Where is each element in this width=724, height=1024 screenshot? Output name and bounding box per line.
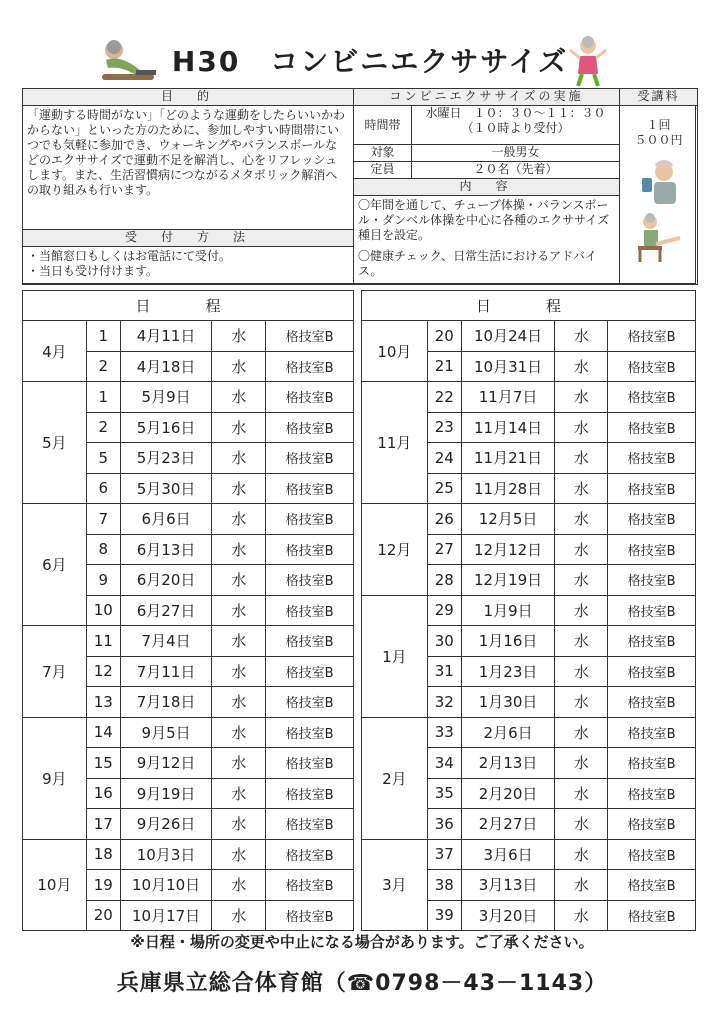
weekday: 水 — [212, 534, 266, 565]
session-number: 22 — [427, 382, 461, 413]
session-number: 31 — [427, 656, 461, 687]
capacity-value: ２０名（先着） — [411, 161, 620, 179]
time-value — [411, 105, 620, 145]
session-number: 36 — [427, 809, 461, 840]
weekday: 水 — [555, 473, 608, 504]
purpose-header: 目 的 — [22, 88, 354, 106]
schedule-row — [362, 717, 696, 748]
session-date: 1月23日 — [461, 656, 555, 687]
weekday: 水 — [555, 900, 608, 931]
schedule-row — [23, 504, 354, 535]
implementation-header: コンビニエクササイズの実施 — [353, 88, 620, 106]
session-date: 9月19日 — [120, 778, 212, 809]
content-body — [353, 195, 620, 285]
room: 格技室B — [608, 504, 696, 535]
room: 格技室B — [266, 504, 354, 535]
room: 格技室B — [608, 443, 696, 474]
session-date: 2月13日 — [461, 748, 555, 779]
room: 格技室B — [608, 748, 696, 779]
weekday: 水 — [212, 839, 266, 870]
session-number: 6 — [86, 473, 120, 504]
session-number: 2 — [86, 351, 120, 382]
weekday: 水 — [555, 504, 608, 535]
session-number: 5 — [86, 443, 120, 474]
page-title: H30 コンビニエクササイズ — [171, 45, 569, 78]
elderly-man-illustration — [634, 158, 684, 208]
weekday: 水 — [212, 687, 266, 718]
room: 格技室B — [266, 748, 354, 779]
session-number: 18 — [86, 839, 120, 870]
session-number: 38 — [427, 870, 461, 901]
room: 格技室B — [608, 565, 696, 596]
time-value-2: （１０時より受付） — [461, 121, 570, 135]
session-number: 19 — [86, 870, 120, 901]
session-number: 10 — [86, 595, 120, 626]
session-date: 12月19日 — [461, 565, 555, 596]
weekday: 水 — [555, 656, 608, 687]
organizer-contact: 兵庫県立総合体育館（☎0798－43－1143） — [116, 971, 608, 996]
schedule-row — [23, 626, 354, 657]
elderly-woman-chair-illustration — [634, 212, 684, 262]
weekday: 水 — [555, 534, 608, 565]
session-number: 26 — [427, 504, 461, 535]
session-number: 35 — [427, 778, 461, 809]
session-number: 21 — [427, 351, 461, 382]
room: 格技室B — [266, 870, 354, 901]
stretching-person-illustration — [92, 36, 162, 86]
room: 格技室B — [608, 412, 696, 443]
room: 格技室B — [608, 809, 696, 840]
month-cell: 1月 — [362, 595, 428, 717]
session-number: 39 — [427, 900, 461, 931]
session-number: 30 — [427, 626, 461, 657]
room: 格技室B — [266, 595, 354, 626]
session-number: 2 — [86, 412, 120, 443]
session-number: 12 — [86, 656, 120, 687]
session-date: 3月6日 — [461, 839, 555, 870]
time-value-1: 水曜日 １０：３０～１１：３０ — [425, 106, 606, 120]
weekday: 水 — [555, 443, 608, 474]
weekday: 水 — [555, 595, 608, 626]
schedule-header-right: 日 程 — [362, 291, 696, 321]
session-date: 10月31日 — [461, 351, 555, 382]
month-cell: 11月 — [362, 382, 428, 504]
session-number: 8 — [86, 534, 120, 565]
weekday: 水 — [212, 870, 266, 901]
session-date: 10月17日 — [120, 900, 212, 931]
session-date: 10月10日 — [120, 870, 212, 901]
session-number: 34 — [427, 748, 461, 779]
session-number: 1 — [86, 321, 120, 352]
schedule-row — [362, 382, 696, 413]
weekday: 水 — [555, 626, 608, 657]
session-date: 6月27日 — [120, 595, 212, 626]
weekday: 水 — [555, 809, 608, 840]
room: 格技室B — [266, 717, 354, 748]
session-number: 23 — [427, 412, 461, 443]
session-date: 6月13日 — [120, 534, 212, 565]
room: 格技室B — [266, 473, 354, 504]
target-value: 一般男女 — [411, 144, 620, 162]
session-number: 24 — [427, 443, 461, 474]
session-date: 5月9日 — [120, 382, 212, 413]
fee-line-2: ５００円 — [634, 133, 683, 147]
room: 格技室B — [266, 839, 354, 870]
schedule-row — [23, 321, 354, 352]
session-date: 1月9日 — [461, 595, 555, 626]
session-date: 4月11日 — [120, 321, 212, 352]
weekday: 水 — [555, 412, 608, 443]
info-grid — [22, 88, 696, 284]
session-number: 1 — [86, 382, 120, 413]
session-date: 1月16日 — [461, 626, 555, 657]
schedule-table-right — [361, 290, 696, 931]
schedule-row — [362, 839, 696, 870]
session-date: 7月18日 — [120, 687, 212, 718]
room: 格技室B — [608, 870, 696, 901]
room: 格技室B — [266, 443, 354, 474]
session-date: 1月30日 — [461, 687, 555, 718]
room: 格技室B — [608, 382, 696, 413]
session-date: 4月18日 — [120, 351, 212, 382]
session-date: 12月5日 — [461, 504, 555, 535]
weekday: 水 — [212, 809, 266, 840]
weekday: 水 — [555, 870, 608, 901]
session-date: 5月30日 — [120, 473, 212, 504]
capacity-label: 定員 — [353, 161, 412, 179]
room: 格技室B — [608, 351, 696, 382]
month-cell: 5月 — [23, 382, 87, 504]
weekday: 水 — [555, 565, 608, 596]
schedule-row — [362, 321, 696, 352]
session-date: 3月20日 — [461, 900, 555, 931]
month-cell: 12月 — [362, 504, 428, 596]
fee-body — [619, 105, 698, 285]
room: 格技室B — [266, 412, 354, 443]
session-date: 11月7日 — [461, 382, 555, 413]
weekday: 水 — [555, 351, 608, 382]
session-number: 32 — [427, 687, 461, 718]
session-number: 20 — [427, 321, 461, 352]
session-date: 9月26日 — [120, 809, 212, 840]
schedule-row — [23, 717, 354, 748]
weekday: 水 — [212, 504, 266, 535]
month-cell: 7月 — [23, 626, 87, 718]
room: 格技室B — [266, 687, 354, 718]
session-date: 2月20日 — [461, 778, 555, 809]
weekday: 水 — [212, 351, 266, 382]
month-cell: 4月 — [23, 321, 87, 382]
room: 格技室B — [266, 351, 354, 382]
weekday: 水 — [212, 565, 266, 596]
fee-line-1: １回 — [646, 118, 671, 132]
reception-line-1: ・当館窓口もしくはお電話にて受付。 — [27, 249, 232, 263]
weekday: 水 — [212, 595, 266, 626]
room: 格技室B — [608, 900, 696, 931]
session-date: 6月6日 — [120, 504, 212, 535]
schedule-row — [23, 839, 354, 870]
weekday: 水 — [212, 656, 266, 687]
room: 格技室B — [266, 656, 354, 687]
room: 格技室B — [266, 565, 354, 596]
session-date: 11月14日 — [461, 412, 555, 443]
room: 格技室B — [266, 626, 354, 657]
content-line-2: 〇健康チェック、日常生活におけるアドバイス。 — [358, 249, 597, 278]
room: 格技室B — [266, 778, 354, 809]
session-number: 17 — [86, 809, 120, 840]
weekday: 水 — [212, 412, 266, 443]
session-number: 20 — [86, 900, 120, 931]
room: 格技室B — [608, 473, 696, 504]
exercising-woman-illustration — [566, 36, 610, 88]
session-date: 7月4日 — [120, 626, 212, 657]
schedule-table-left — [22, 290, 354, 931]
weekday: 水 — [555, 382, 608, 413]
session-number: 11 — [86, 626, 120, 657]
weekday: 水 — [555, 748, 608, 779]
month-cell: 10月 — [362, 321, 428, 382]
room: 格技室B — [608, 687, 696, 718]
session-date: 11月21日 — [461, 443, 555, 474]
session-number: 28 — [427, 565, 461, 596]
session-date: 7月11日 — [120, 656, 212, 687]
target-label: 対象 — [353, 144, 412, 162]
reception-header: 受 付 方 法 — [22, 229, 354, 247]
session-number: 25 — [427, 473, 461, 504]
session-number: 29 — [427, 595, 461, 626]
month-cell: 6月 — [23, 504, 87, 626]
room: 格技室B — [608, 717, 696, 748]
room: 格技室B — [608, 839, 696, 870]
weekday: 水 — [212, 717, 266, 748]
session-number: 16 — [86, 778, 120, 809]
room: 格技室B — [266, 900, 354, 931]
session-number: 37 — [427, 839, 461, 870]
room: 格技室B — [608, 626, 696, 657]
session-date: 9月12日 — [120, 748, 212, 779]
room: 格技室B — [608, 534, 696, 565]
content-line-1: 〇年間を通して、チューブ体操・バランスボール・ダンベル体操を中心に各種のエクササイズ種目を設定。 — [358, 198, 610, 242]
session-date: 9月5日 — [120, 717, 212, 748]
room: 格技室B — [608, 321, 696, 352]
session-number: 27 — [427, 534, 461, 565]
weekday: 水 — [212, 473, 266, 504]
room: 格技室B — [266, 534, 354, 565]
weekday: 水 — [212, 900, 266, 931]
session-date: 5月23日 — [120, 443, 212, 474]
content-header: 内 容 — [353, 178, 620, 196]
schedule-header-left: 日 程 — [23, 291, 354, 321]
weekday: 水 — [555, 778, 608, 809]
weekday: 水 — [212, 443, 266, 474]
weekday: 水 — [555, 687, 608, 718]
change-notice: ※日程・場所の変更や中止になる場合があります。ご了承ください。 — [130, 933, 594, 951]
schedule-row — [23, 382, 354, 413]
reception-body — [22, 246, 354, 285]
room: 格技室B — [266, 382, 354, 413]
weekday: 水 — [212, 626, 266, 657]
time-label: 時間帯 — [353, 105, 412, 145]
room: 格技室B — [608, 656, 696, 687]
weekday: 水 — [212, 321, 266, 352]
session-number: 13 — [86, 687, 120, 718]
month-cell: 2月 — [362, 717, 428, 839]
session-date: 11月28日 — [461, 473, 555, 504]
room: 格技室B — [266, 809, 354, 840]
session-date: 2月6日 — [461, 717, 555, 748]
schedule-row — [362, 504, 696, 535]
session-date: 12月12日 — [461, 534, 555, 565]
weekday: 水 — [212, 778, 266, 809]
room: 格技室B — [608, 778, 696, 809]
weekday: 水 — [555, 717, 608, 748]
session-date: 2月27日 — [461, 809, 555, 840]
session-date: 10月3日 — [120, 839, 212, 870]
schedule-row — [362, 595, 696, 626]
session-date: 3月13日 — [461, 870, 555, 901]
month-cell: 9月 — [23, 717, 87, 839]
session-date: 10月24日 — [461, 321, 555, 352]
fee-header: 受講料 — [619, 88, 698, 106]
room: 格技室B — [608, 595, 696, 626]
month-cell: 10月 — [23, 839, 87, 931]
weekday: 水 — [212, 382, 266, 413]
weekday: 水 — [555, 839, 608, 870]
session-number: 7 — [86, 504, 120, 535]
session-number: 15 — [86, 748, 120, 779]
session-date: 5月16日 — [120, 412, 212, 443]
month-cell: 3月 — [362, 839, 428, 931]
session-number: 14 — [86, 717, 120, 748]
session-number: 33 — [427, 717, 461, 748]
room: 格技室B — [266, 321, 354, 352]
session-date: 6月20日 — [120, 565, 212, 596]
purpose-text: 「運動する時間がない」「どのような運動をしたらいいかわからない」といった方のために、参加しやすい時間帯にいつでも気軽に参加でき、ウォーキングやバランスボールなどのエクササイズで運動不足を解消し、心をリフレッシュします。また、生活習慣病につながるメタボリック解消への取り組みも行います。 — [22, 105, 354, 230]
reception-line-2: ・当日も受け付けます。 — [27, 264, 159, 278]
session-number: 9 — [86, 565, 120, 596]
weekday: 水 — [212, 748, 266, 779]
weekday: 水 — [555, 321, 608, 352]
